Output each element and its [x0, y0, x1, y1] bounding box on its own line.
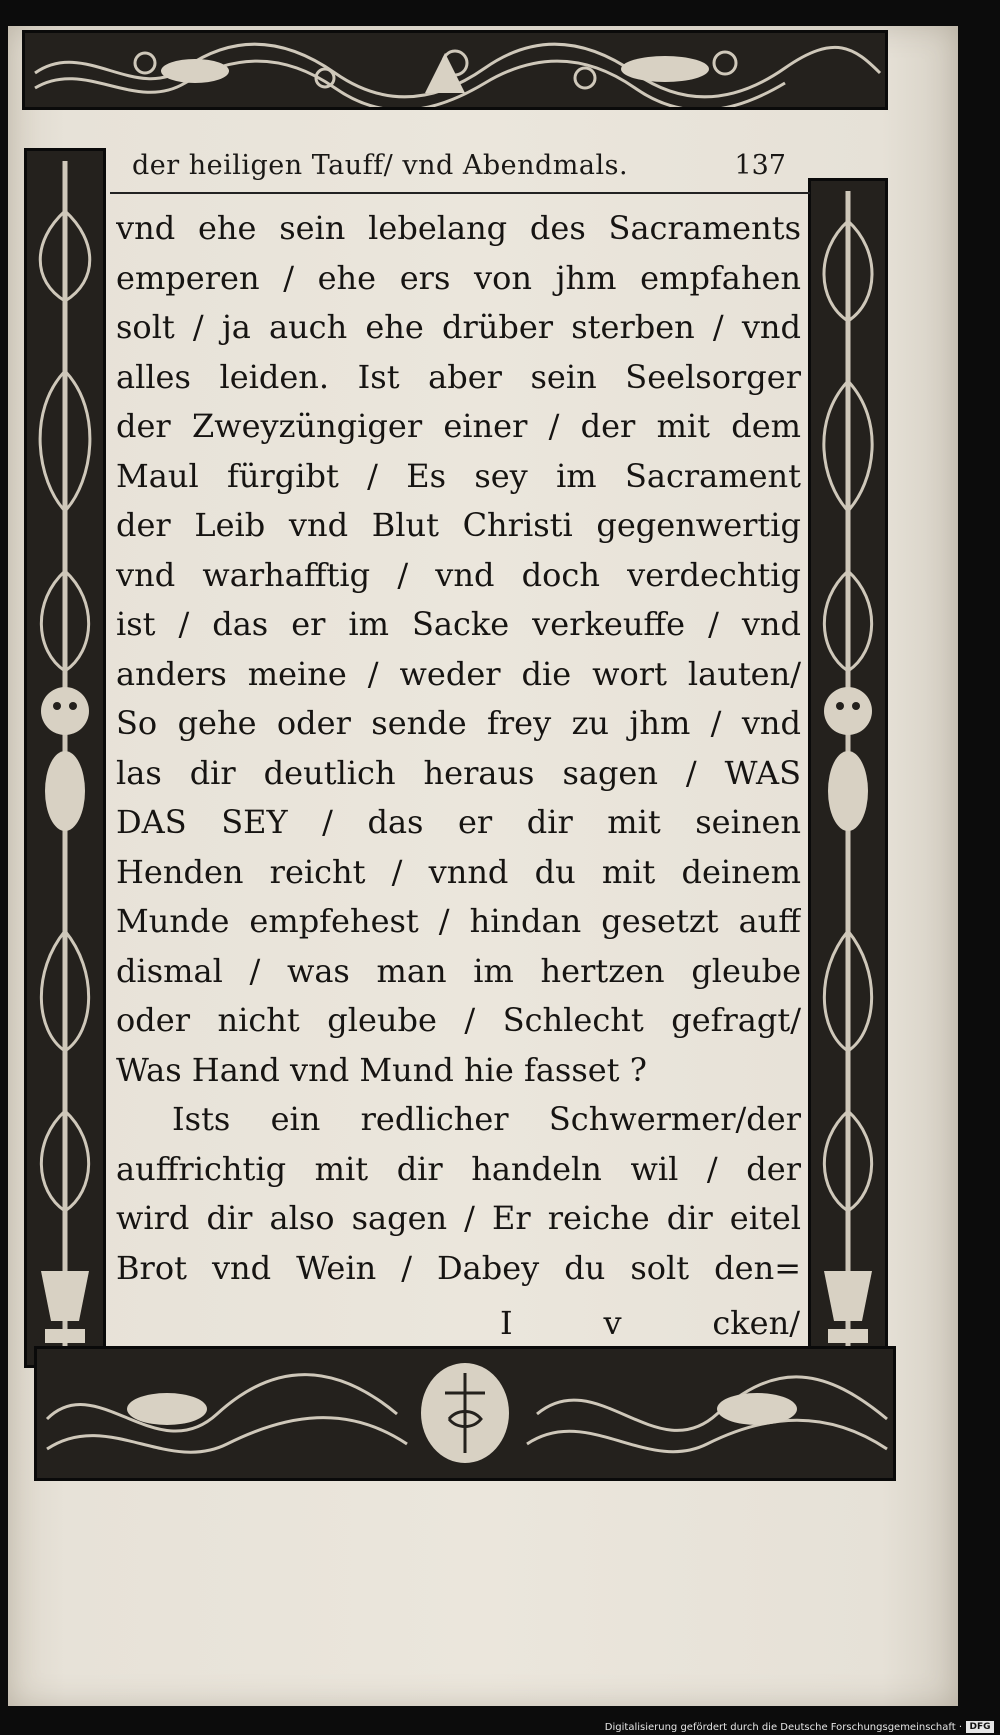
text-line: dismal / was man im hertzen gleube [116, 951, 801, 990]
page-number: 137 [734, 150, 786, 181]
ornamental-border-right [808, 178, 888, 1368]
text-line: Ists ein redlicher Schwermer/der [172, 1100, 801, 1138]
text-line: anders meine / weder die wort lauten/ [116, 654, 801, 693]
text-line: der Zweyzüngiger einer / der mit dem [116, 407, 801, 445]
text-line: wird dir also sagen / Er reiche dir eitel [116, 1199, 801, 1237]
dfg-logo: DFG [966, 1721, 994, 1733]
text-line: Maul fürgibt / Es sey im Sacrament [116, 456, 801, 495]
woodcut-ornament-bottom [37, 1349, 893, 1478]
text-line: las dir deutlich heraus sagen / WAS [116, 753, 801, 792]
signature-and-catchword [500, 1304, 800, 1342]
ornamental-border-bottom [34, 1346, 896, 1481]
text-line: ist / das er im Sacke verkeuffe / vnd [116, 605, 801, 643]
text-line: vnd ehe sein lebelang des Sacraments [116, 209, 801, 247]
woodcut-ornament-top [25, 33, 885, 107]
text-line: Brot vnd Wein / Dabey du solt den= [116, 1248, 801, 1287]
woodcut-ornament-right [811, 181, 885, 1365]
text-line: der Leib vnd Blut Christi gegenwertig [116, 506, 801, 544]
catchword: cken/ [712, 1304, 800, 1342]
text-line: oder nicht gleube / Schlecht gefragt/ [116, 1001, 801, 1039]
digitization-credit: Digitalisierung gefördert durch die Deutsche Forschungsgemeinschaft · [604, 1722, 962, 1733]
text-line: DAS SEY / das er dir mit seinen [116, 803, 801, 841]
text-line: solt / ja auch ehe drüber sterben / vnd [116, 308, 801, 346]
signature-sub: v [603, 1304, 622, 1342]
text-line: Was Hand vnd Mund hie fasset ? [116, 1050, 647, 1089]
running-head: der heiligen Tauff/ vnd Abendmals. [132, 150, 629, 181]
text-line: auffrichtig mit dir handeln wil / der [116, 1149, 801, 1188]
ornamental-border-left [24, 148, 106, 1368]
text-line: Henden reicht / vnnd du mit deinem [116, 852, 801, 891]
text-line: Munde empfehest / hindan gesetzt auff [116, 902, 801, 940]
text-line: vnd warhafftig / vnd doch verdechtig [116, 555, 801, 594]
woodcut-ornament-left [27, 151, 103, 1365]
text-line: emperen / ehe ers von jhm empfahen [116, 258, 801, 297]
text-line: So gehe oder sende frey zu jhm / vnd [116, 704, 801, 742]
signature-mark: I [500, 1304, 513, 1342]
running-head-bar [110, 146, 810, 194]
ornamental-border-top [22, 30, 888, 110]
text-line: alles leiden. Ist aber sein Seelsorger [116, 357, 801, 396]
body-text [116, 204, 801, 1344]
